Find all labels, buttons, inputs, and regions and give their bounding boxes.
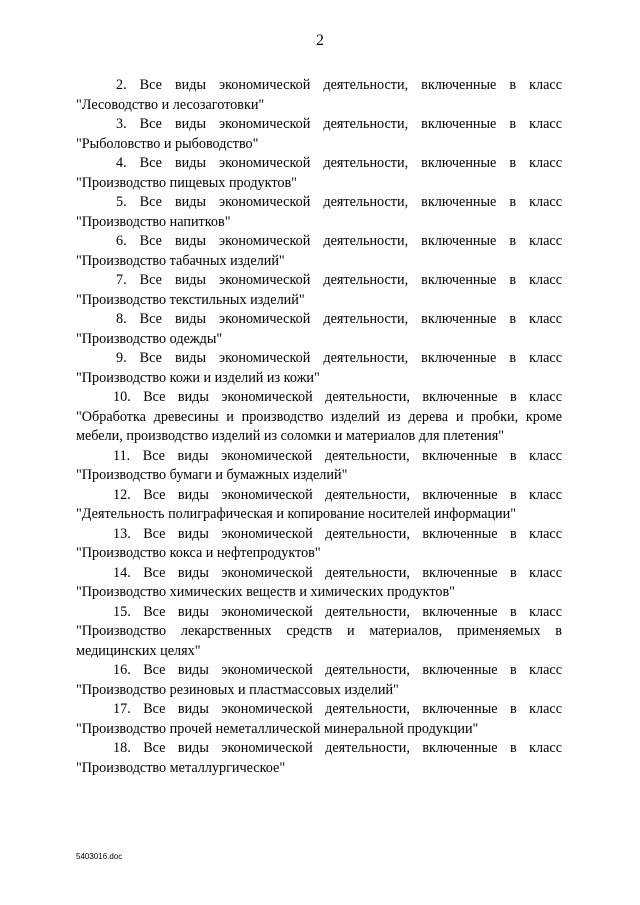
- list-item: [76, 564, 562, 603]
- document-file-code: 5403016.doc: [76, 852, 123, 861]
- item-lead-text: 7. Все виды экономической деятельности, включенные в класс: [116, 272, 562, 288]
- item-lead-text: 18. Все виды экономической деятельности, включенные в класс: [113, 740, 562, 756]
- item-class-name: "Производство резиновых и пластмассовых изделий": [76, 681, 399, 698]
- item-lead-text: 2. Все виды экономической деятельности, включенные в класс: [116, 77, 562, 93]
- page-number: 2: [316, 32, 324, 49]
- list-item: [76, 700, 562, 739]
- item-lead-text: 11. Все виды экономической деятельности, включенные в класс: [113, 447, 562, 464]
- item-class-name: "Производство кокса и нефтепродуктов": [76, 545, 321, 561]
- list-item: [76, 271, 562, 310]
- item-class-name: "Производство текстильных изделий": [76, 291, 305, 308]
- item-class-name: "Производство пищевых продуктов": [76, 174, 297, 191]
- item-class-name: "Обработка древесины и производство изделий из дерева и пробки, кроме: [76, 408, 562, 425]
- item-lead-text: 3. Все виды экономической деятельности, включенные в класс: [116, 116, 562, 132]
- document-body: [76, 76, 562, 778]
- item-lead-text: 6. Все виды экономической деятельности, включенные в класс: [116, 233, 562, 249]
- item-class-name: "Производство прочей неметаллической минеральной продукции": [76, 720, 479, 737]
- list-item: [76, 154, 562, 193]
- list-item: [76, 603, 562, 662]
- item-class-name: "Производство бумаги и бумажных изделий": [76, 467, 348, 483]
- item-lead-text: 14. Все виды экономической деятельности, включенные в класс: [113, 564, 562, 581]
- list-item: [76, 115, 562, 154]
- item-lead-text: 8. Все виды экономической деятельности, включенные в класс: [116, 311, 562, 327]
- item-class-name: "Производство напитков": [76, 213, 231, 230]
- list-item: [76, 193, 562, 232]
- item-lead-text: 17. Все виды экономической деятельности, включенные в класс: [113, 701, 562, 717]
- list-item: [76, 661, 562, 700]
- list-item: [76, 739, 562, 778]
- item-class-name: "Производство одежды": [76, 330, 223, 347]
- list-item: [76, 388, 562, 447]
- item-lead-text: 13. Все виды экономической деятельности, включенные в класс: [113, 525, 562, 542]
- item-lead-text: 5. Все виды экономической деятельности, включенные в класс: [116, 194, 562, 210]
- item-class-name-continuation: мебели, производство изделий из соломки и материалов для плетения": [76, 428, 505, 444]
- item-lead-text: 10. Все виды экономической деятельности, включенные в класс: [113, 389, 562, 405]
- item-class-name: "Производство лекарственных средств и материалов, применяемых в: [76, 623, 562, 639]
- item-class-name-continuation: медицинских целях": [76, 642, 201, 659]
- item-lead-text: 15. Все виды экономической деятельности, включенные в класс: [113, 603, 562, 620]
- item-class-name: "Производство металлургическое": [76, 759, 286, 776]
- item-lead-text: 16. Все виды экономической деятельности, включенные в класс: [113, 662, 562, 678]
- item-class-name: "Деятельность полиграфическая и копирование носителей информации": [76, 506, 517, 522]
- list-item: [76, 349, 562, 388]
- list-item: [76, 447, 562, 486]
- item-lead-text: 12. Все виды экономической деятельности, включенные в класс: [113, 486, 562, 503]
- list-item: [76, 525, 562, 564]
- list-item: [76, 76, 562, 115]
- item-lead-text: 9. Все виды экономической деятельности, включенные в класс: [116, 350, 562, 366]
- item-class-name: "Производство химических веществ и химических продуктов": [76, 584, 455, 600]
- item-class-name: "Производство табачных изделий": [76, 252, 285, 269]
- list-item: [76, 232, 562, 271]
- list-item: [76, 486, 562, 525]
- item-class-name: "Лесоводство и лесозаготовки": [76, 96, 265, 113]
- item-lead-text: 4. Все виды экономической деятельности, включенные в класс: [116, 155, 562, 171]
- item-class-name: "Производство кожи и изделий из кожи": [76, 369, 320, 386]
- list-item: [76, 310, 562, 349]
- item-class-name: "Рыболовство и рыбоводство": [76, 135, 259, 152]
